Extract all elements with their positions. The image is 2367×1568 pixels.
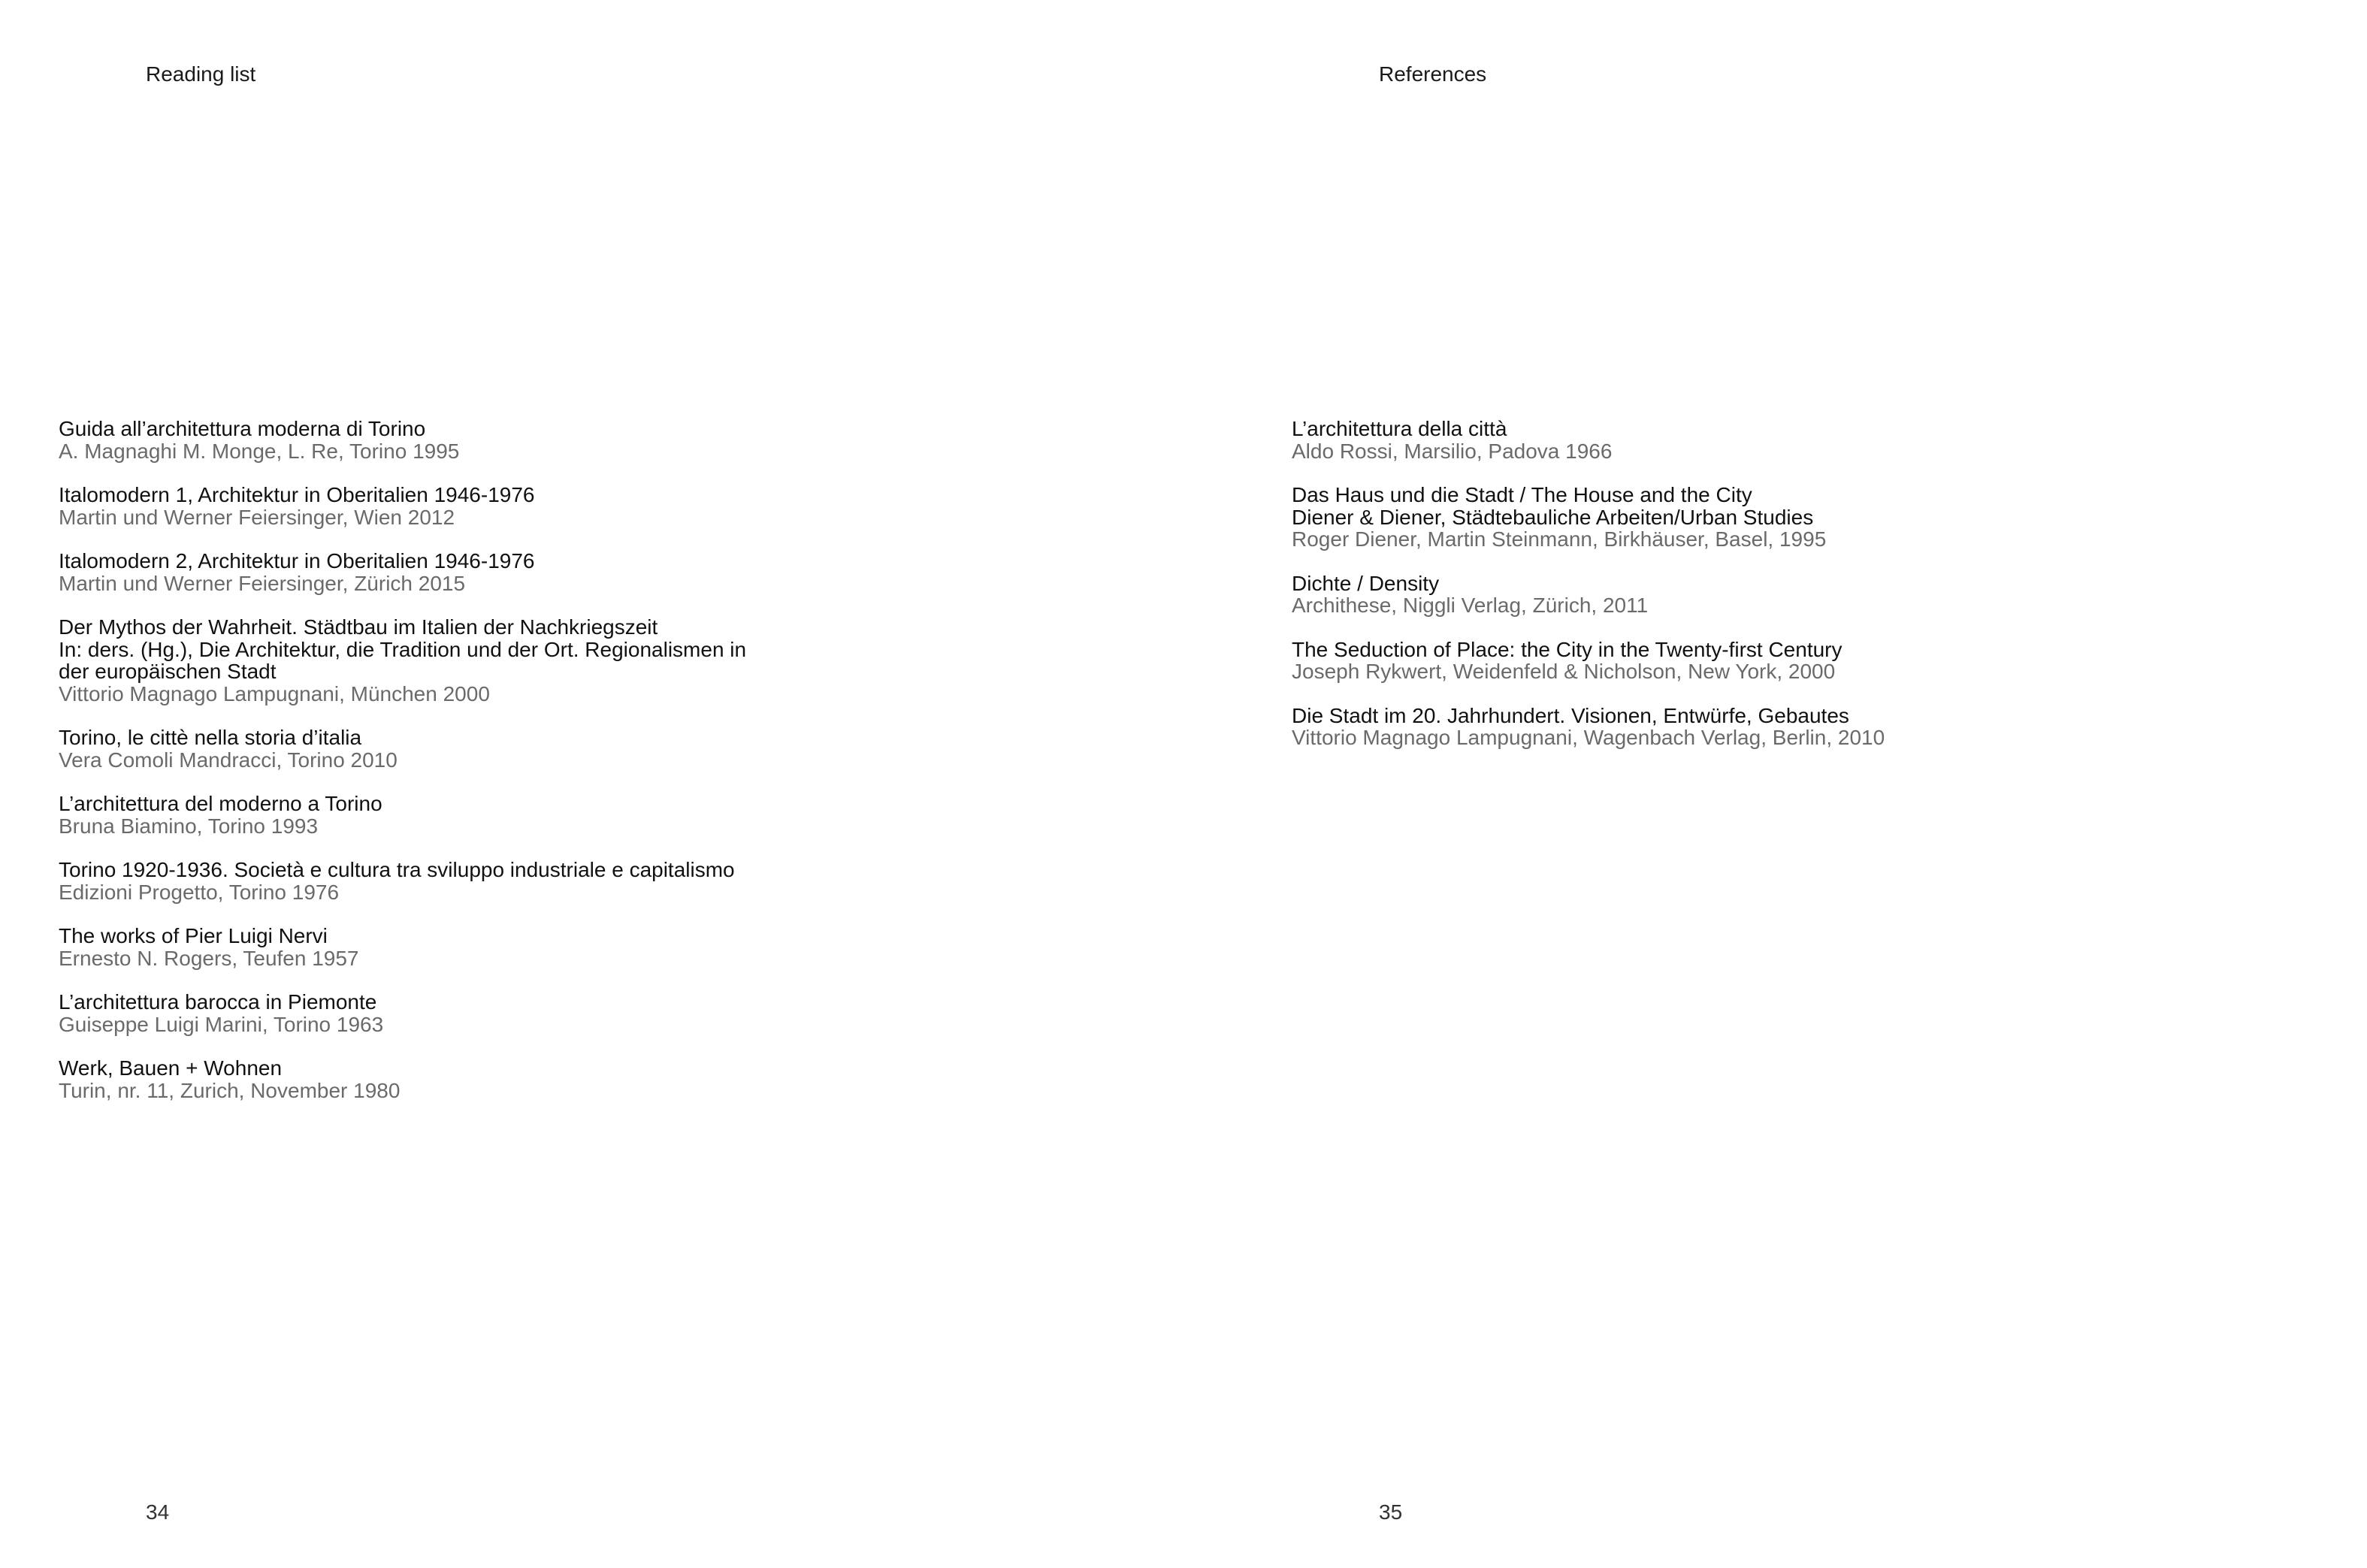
entry-title-line: Guida all’architettura moderna di Torino [59,417,426,440]
entry-title-line: Der Mythos der Wahrheit. Städtbau im Italien der Nachkriegszeit [59,615,658,639]
references-list [1292,418,2043,771]
entry-author-publisher: Aldo Rossi, Marsilio, Padova 1966 [1292,439,1613,463]
bibliography-entry [59,550,810,594]
running-head: References [1379,62,1487,86]
entry-title-line: Torino, le cittè nella storia d’italia [59,726,362,749]
entry-title-line: Italomodern 1, Architektur in Oberitalien 1946-1976 [59,483,535,506]
entry-title-line: Italomodern 2, Architektur in Oberitalien 1946-1976 [59,549,535,573]
entry-author-publisher: Vittorio Magnago Lampugnani, Wagenbach Verlag, Berlin, 2010 [1292,726,1885,749]
bibliography-entry [59,418,810,462]
entry-title-line: Diener & Diener, Städtebauliche Arbeiten/Urban Studies [1292,505,1814,529]
entry-author-publisher: Joseph Rykwert, Weidenfeld & Nicholson, New York, 2000 [1292,660,1836,683]
entry-title-line: L’architettura della città [1292,417,1507,440]
entry-author-publisher: Edizioni Progetto, Torino 1976 [59,880,340,904]
entry-author-publisher: Martin und Werner Feiersinger, Wien 2012 [59,505,455,529]
entry-title-line: The Seduction of Place: the City in the Twenty-first Century [1292,637,1843,661]
reading-list [59,418,810,1123]
entry-author-publisher: A. Magnaghi M. Monge, L. Re, Torino 1995 [59,439,460,463]
entry-title-line: Das Haus und die Stadt / The House and the City [1292,483,1752,506]
entry-author-publisher: Roger Diener, Martin Steinmann, Birkhäuser, Basel, 1995 [1292,527,1827,551]
bibliography-entry [59,925,810,969]
entry-title-line: L’architettura del moderno a Torino [59,792,382,815]
entry-author-publisher: Guiseppe Luigi Marini, Torino 1963 [59,1012,384,1036]
entry-author-publisher: Archithese, Niggli Verlag, Zürich, 2011 [1292,594,1649,617]
bibliography-entry [59,616,810,705]
bibliography-entry [59,1057,810,1101]
entry-title-line: Torino 1920-1936. Società e cultura tra sviluppo industriale e capitalismo [59,858,735,881]
entry-author-publisher: Bruna Biamino, Torino 1993 [59,814,319,838]
entry-author-publisher: Vittorio Magnago Lampugnani, München 2000 [59,681,490,705]
running-head: Reading list [146,62,256,86]
entry-author-publisher: Martin und Werner Feiersinger, Zürich 2015 [59,571,466,595]
bibliography-entry [59,727,810,771]
entry-author-publisher: Turin, nr. 11, Zurich, November 1980 [59,1078,401,1102]
bibliography-entry [59,859,810,903]
bibliography-entry [1292,573,2043,617]
entry-title-line: der europäischen Stadt [59,660,277,683]
entry-title-line: Die Stadt im 20. Jahrhundert. Visionen, Entwürfe, Gebautes [1292,703,1849,727]
entry-title-line: In: ders. (Hg.), Die Architektur, die Tradition und der Ort. Regionalismen in [59,637,747,661]
bibliography-entry [1292,418,2043,462]
entry-title-line: Werk, Bauen + Wohnen [59,1056,283,1080]
page-number: 34 [146,1500,170,1524]
bibliography-entry [1292,484,2043,551]
right-page [1184,0,2367,1568]
bibliography-entry [59,484,810,528]
entry-author-publisher: Ernesto N. Rogers, Teufen 1957 [59,946,359,970]
bibliography-entry [59,793,810,837]
bibliography-entry [59,991,810,1035]
entry-title-line: L’architettura barocca in Piemonte [59,990,377,1014]
bibliography-entry [1292,705,2043,749]
page-number: 35 [1379,1500,1403,1524]
bibliography-entry [1292,639,2043,683]
entry-title-line: Dichte / Density [1292,571,1440,595]
entry-author-publisher: Vera Comoli Mandracci, Torino 2010 [59,748,398,772]
entry-title-line: The works of Pier Luigi Nervi [59,924,328,947]
